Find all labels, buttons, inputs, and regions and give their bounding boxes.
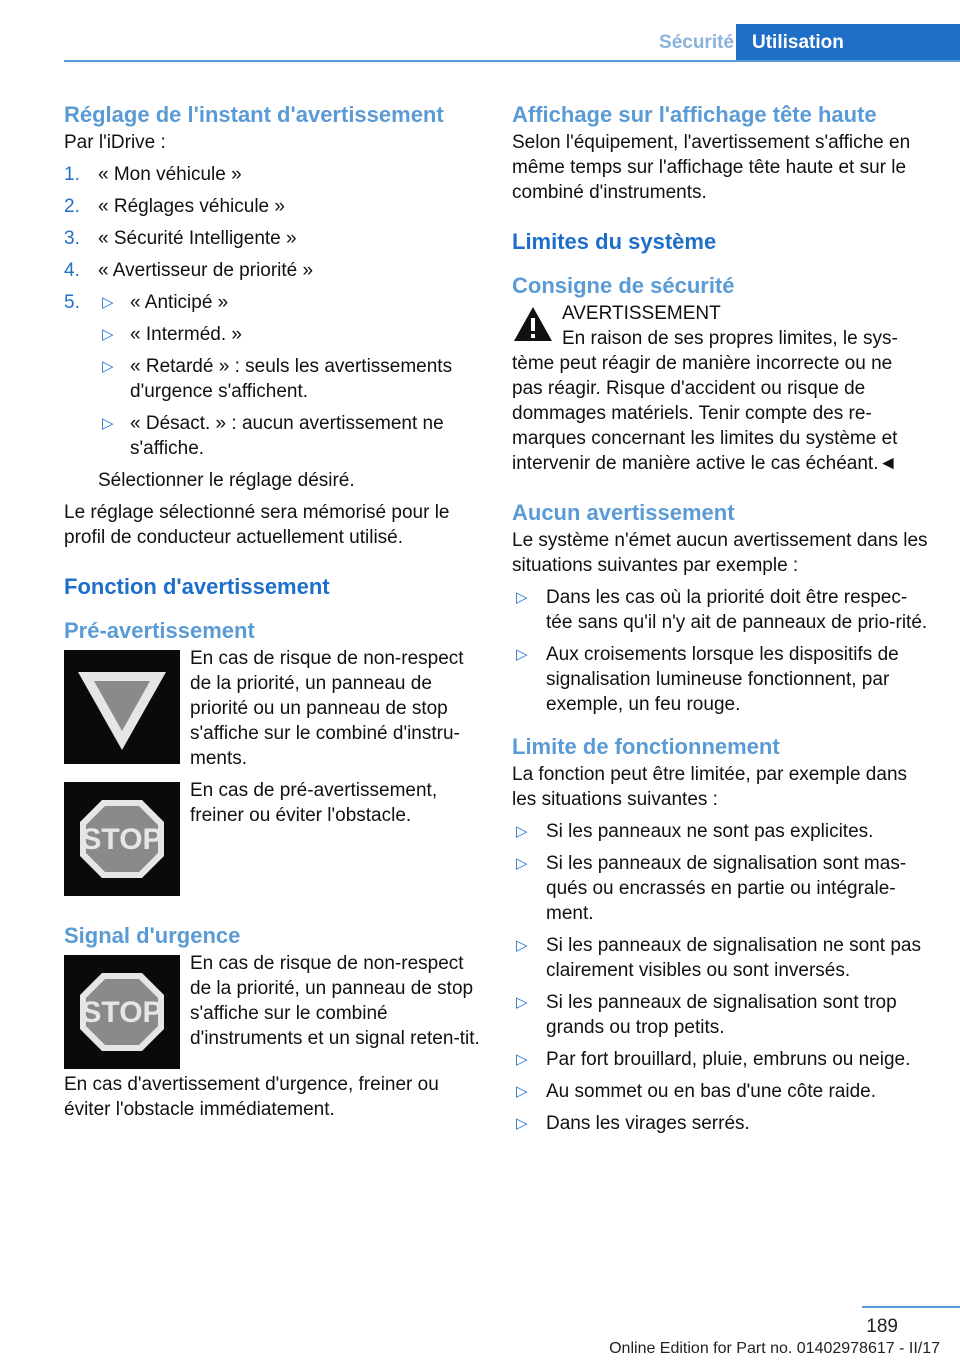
signal-urgence-text: En cas de risque de non-respect de la priorité, un panneau de stop s'affiche sur le combiné d'instruments et un signal reten-tit.: [190, 953, 480, 1049]
list-item: [512, 990, 928, 1040]
list-item-text: Aux croisements lorsque les dispositifs de signalisation lumineuse fonctionnent, par exemple, un feu rouge.: [546, 644, 899, 715]
step-text: « Réglages véhicule »: [98, 196, 285, 217]
step-item: [64, 162, 480, 187]
step-number: 1.: [64, 164, 80, 185]
list-item-text: Si les panneaux de signalisation sont trop grands ou trop petits.: [546, 992, 897, 1038]
triangle-bullet-icon: ▷: [516, 937, 528, 954]
warning-block: [512, 301, 928, 476]
header-divider: [64, 60, 960, 62]
stop-sign-icon: [64, 782, 180, 896]
heading-limites: Limites du système: [512, 229, 717, 254]
step-number: 3.: [64, 228, 80, 249]
triangle-bullet-icon: ▷: [516, 646, 528, 663]
warning-triangle-icon: [512, 305, 554, 343]
stop-sign-row: [64, 778, 480, 892]
urgence-stop-row: [64, 951, 480, 1065]
heading-pre-avertissement: Pré-avertissement: [64, 618, 255, 643]
header-section: Sécurité: [659, 32, 734, 53]
triangle-bullet-icon: ▷: [516, 1083, 528, 1100]
heading-aucun: Aucun avertissement: [512, 500, 735, 525]
option-item: [64, 411, 480, 461]
step-number: 2.: [64, 196, 80, 217]
stop-sign-label: STOP: [81, 823, 163, 856]
warning-text: tème peut réagir de manière incorrecte ou ne pas réagir. Risque d'accident ou risque de dommages matériels. Tenir compte des re-marques concernant les limites du système et intervenir de manière active le cas échéant.◄: [512, 353, 898, 474]
left-column: [64, 100, 480, 1122]
step-text: « Mon véhicule »: [98, 164, 242, 185]
edition-text: Online Edition for Part no. 01402978617 - II/17: [609, 1340, 940, 1357]
aucun-text: Le système n'émet aucun avertissement dans les situations suivantes par exemple :: [512, 530, 928, 576]
header-tab: Utilisation: [736, 24, 960, 61]
step-item: [64, 194, 480, 219]
step-item: [64, 258, 480, 283]
list-item-text: Par fort brouillard, pluie, embruns ou neige.: [546, 1049, 911, 1070]
option-item: [64, 322, 480, 347]
triangle-bullet-icon: ▷: [102, 294, 114, 311]
pre-avertissement-action: En cas de pré-avertissement, freiner ou éviter l'obstacle.: [190, 780, 438, 826]
triangle-bullet-icon: ▷: [102, 326, 114, 343]
option-text: « Désact. » : aucun avertissement ne s'affiche.: [130, 413, 444, 459]
step-number: 5.: [64, 292, 80, 313]
triangle-bullet-icon: ▷: [516, 1051, 528, 1068]
footer-divider: [862, 1306, 960, 1308]
yield-sign-icon: [64, 650, 180, 764]
warning-text-line1: En raison de ses propres limites, le sys-: [562, 328, 898, 349]
triangle-bullet-icon: ▷: [102, 415, 114, 432]
signal-urgence-action: En cas d'avertissement d'urgence, freiner ou éviter l'obstacle immédiatement.: [64, 1074, 439, 1120]
affichage-text: Selon l'équipement, l'avertissement s'affiche en même temps sur l'affichage tête haute et sur le combiné d'instruments.: [512, 132, 911, 203]
stop-sign-icon: [64, 955, 180, 1069]
heading-affichage: Affichage sur l'affichage tête haute: [512, 102, 877, 127]
stop-sign-label: STOP: [81, 996, 163, 1029]
pre-avertissement-text: En cas de risque de non-respect de la priorité, un panneau de priorité ou un panneau de stop s'affiche sur le combiné d'instru-ments.: [190, 648, 464, 769]
triangle-bullet-icon: ▷: [516, 823, 528, 840]
step-text: « Avertisseur de priorité »: [98, 260, 314, 281]
list-item-text: Si les panneaux ne sont pas explicites.: [546, 821, 874, 842]
yield-sign-row: [64, 646, 480, 771]
step-item: [64, 290, 480, 315]
step-number: 4.: [64, 260, 80, 281]
memo-text: Le réglage sélectionné sera mémorisé pour le profil de conducteur actuellement utilisé.: [64, 502, 450, 548]
list-item-text: Si les panneaux de signalisation sont mas-qués ou encrassés en partie ou intégrale-ment.: [546, 853, 907, 924]
triangle-bullet-icon: ▷: [102, 358, 114, 375]
list-item: [512, 1111, 928, 1136]
heading-consigne: Consigne de sécurité: [512, 273, 735, 298]
option-text: « Anticipé »: [130, 292, 229, 313]
triangle-bullet-icon: ▷: [516, 589, 528, 606]
step-text: « Sécurité Intelligente »: [98, 228, 297, 249]
option-text: « Interméd. »: [130, 324, 242, 345]
list-item: [512, 851, 928, 926]
select-text: Sélectionner le réglage désiré.: [98, 470, 355, 491]
triangle-bullet-icon: ▷: [516, 855, 528, 872]
heading-signal-urgence: Signal d'urgence: [64, 923, 241, 948]
list-item: [512, 1047, 928, 1072]
right-column: [512, 100, 928, 1143]
list-item: [512, 933, 928, 983]
list-item: [512, 585, 928, 635]
list-item: [512, 819, 928, 844]
list-item-text: Si les panneaux de signalisation ne sont pas clairement visibles ou sont inversés.: [546, 935, 921, 981]
limite-text: La fonction peut être limitée, par exemple dans les situations suivantes :: [512, 764, 908, 810]
list-item-text: Dans les virages serrés.: [546, 1113, 750, 1134]
list-item-text: Dans les cas où la priorité doit être respec-tée sans qu'il n'y ait de panneaux de prio-rité.: [546, 587, 928, 633]
intro-text: Par l'iDrive :: [64, 132, 166, 153]
page-number: 189: [866, 1316, 898, 1337]
list-item: [512, 1079, 928, 1104]
option-text: « Retardé » : seuls les avertissements d'urgence s'affichent.: [130, 356, 453, 402]
warning-title: AVERTISSEMENT: [562, 303, 721, 324]
heading-fonction: Fonction d'avertissement: [64, 574, 330, 599]
triangle-bullet-icon: ▷: [516, 994, 528, 1011]
list-item: [512, 642, 928, 717]
heading-reglage: Réglage de l'instant d'avertissement: [64, 102, 444, 127]
list-item-text: Au sommet ou en bas d'une côte raide.: [546, 1081, 876, 1102]
step-item: [64, 226, 480, 251]
heading-limite-fonctionnement: Limite de fonctionnement: [512, 734, 780, 759]
triangle-bullet-icon: ▷: [516, 1115, 528, 1132]
option-item: [64, 354, 480, 404]
